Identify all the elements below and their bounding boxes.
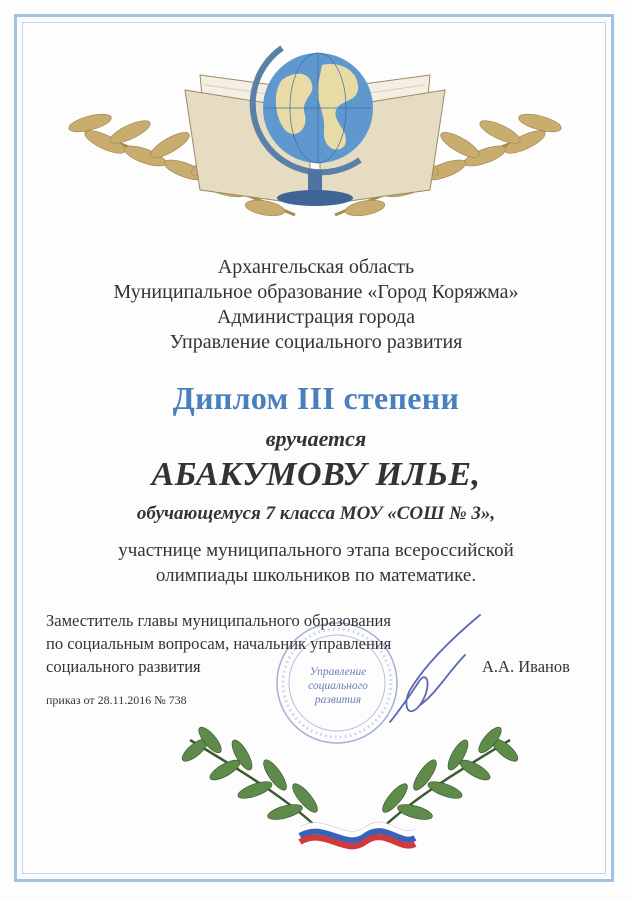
diploma-title: Диплом III степени [172, 380, 460, 416]
stamp-text [302, 665, 374, 707]
signatory-position-line-3: социального развития [46, 657, 201, 676]
recipient-name: АБАКУМОВУ ИЛЬЕ, [151, 456, 481, 493]
recipient-class-line: обучающемуся 7 класса МОУ «СОШ № 3», [136, 503, 496, 524]
signatory-position-line-1: Заместитель главы муниципального образования [46, 611, 391, 630]
olive-branches-flag-ribbon-icon [150, 720, 550, 870]
department-line: Управление социального развития [169, 331, 463, 353]
awarded-to-label: вручается [265, 426, 367, 451]
description-line-1: участнице муниципального этапа всероссийской [118, 540, 514, 561]
stamp-text-line-3: развития [314, 694, 362, 706]
municipality-line: Муниципальное образование «Город Коряжма» [113, 281, 519, 303]
signatory-position-line-2: по социальным вопросам, начальник управления [46, 634, 392, 653]
stamp-text-line-1: Управление [309, 666, 367, 678]
handwritten-signature-icon [380, 610, 490, 730]
signatory-name: А.А. Иванов [482, 657, 570, 676]
administration-line: Администрация города [217, 306, 415, 328]
description-line-2: олимпиады школьников по математике. [155, 565, 477, 586]
region-line: Архангельская область [217, 256, 415, 278]
stamp-text-line-2: социального [308, 680, 368, 692]
order-reference: приказ от 28.11.2016 № 738 [46, 693, 187, 707]
globe-book-emblem-icon [60, 30, 570, 240]
